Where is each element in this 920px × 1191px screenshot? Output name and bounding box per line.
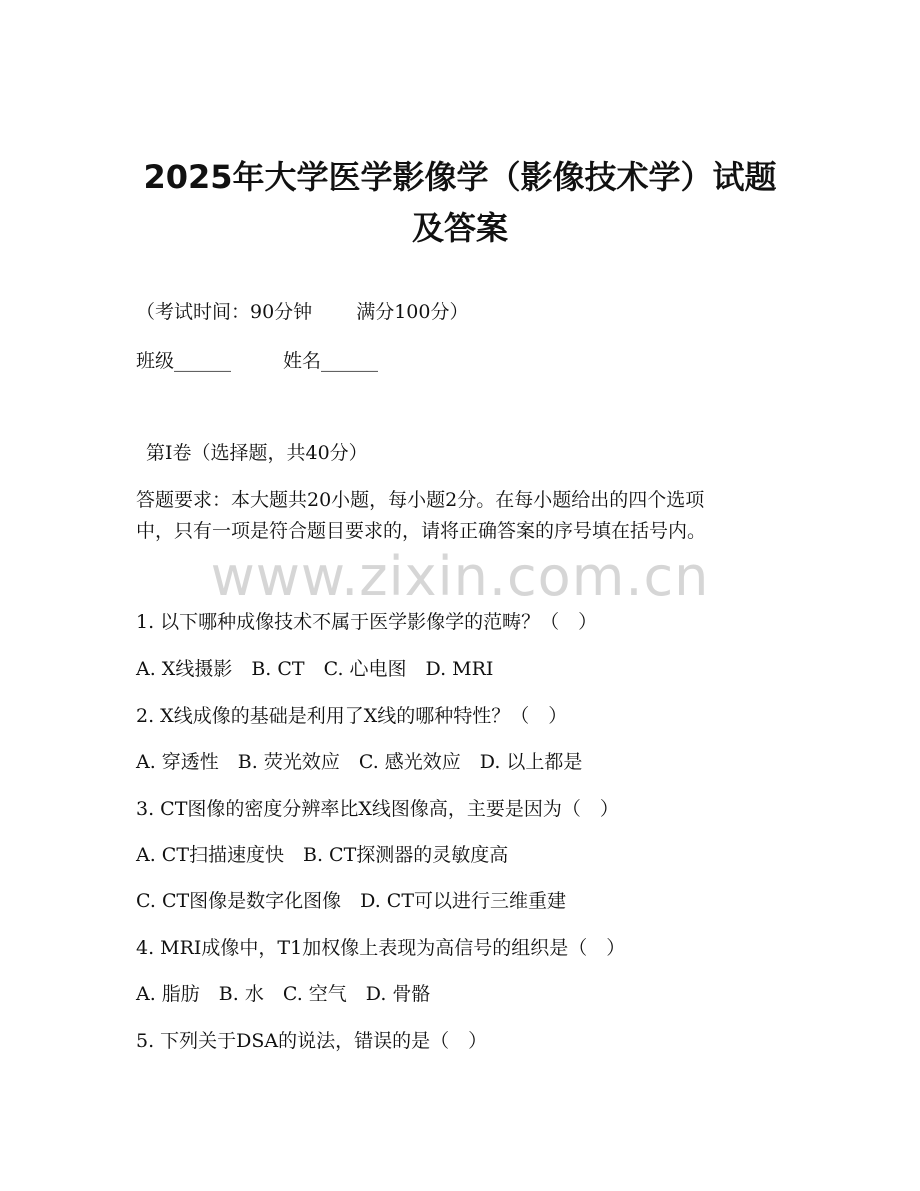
- section-heading: 第Ⅰ卷（选择题，共40分）: [146, 442, 368, 464]
- instructions-line-1: 答题要求：本大题共20小题，每小题2分。在每小题给出的四个选项: [136, 489, 705, 511]
- question-1-options: A. X线摄影 B. CT C. 心电图 D. MRI: [136, 658, 494, 680]
- question-3-options-2: C. CT图像是数字化图像 D. CT可以进行三维重建: [136, 890, 566, 912]
- question-5: 5. 下列关于DSA的说法，错误的是（ ）: [136, 1030, 488, 1052]
- student-info: [136, 348, 378, 374]
- exam-title-line-1: 2025年大学医学影像学（影像技术学）试题: [143, 158, 777, 196]
- class-field: 班级______: [136, 350, 232, 372]
- name-field: 姓名______: [283, 350, 379, 372]
- question-2: 2. X线成像的基础是利用了X线的哪种特性？（ ）: [136, 705, 568, 727]
- question-1: 1. 以下哪种成像技术不属于医学影像学的范畴？（ ）: [136, 611, 598, 633]
- exam-info: [136, 299, 468, 325]
- instructions-line-2: 中，只有一项是符合题目要求的，请将正确答案的序号填在括号内。: [136, 520, 707, 542]
- exam-time: （考试时间：90分钟: [136, 301, 313, 323]
- question-4-options: A. 脂肪 B. 水 C. 空气 D. 骨骼: [136, 983, 431, 1005]
- question-3: 3. CT图像的密度分辨率比X线图像高，主要是因为（ ）: [136, 798, 619, 820]
- question-2-options: A. 穿透性 B. 荧光效应 C. 感光效应 D. 以上都是: [136, 751, 583, 773]
- watermark: www.zixin.com.cn: [210, 545, 710, 608]
- question-3-options-1: A. CT扫描速度快 B. CT探测器的灵敏度高: [136, 844, 509, 866]
- exam-full-score: 满分100分）: [356, 301, 469, 323]
- question-4: 4. MRI成像中，T1加权像上表现为高信号的组织是（ ）: [136, 937, 626, 959]
- exam-title-line-2: 及答案: [411, 209, 508, 247]
